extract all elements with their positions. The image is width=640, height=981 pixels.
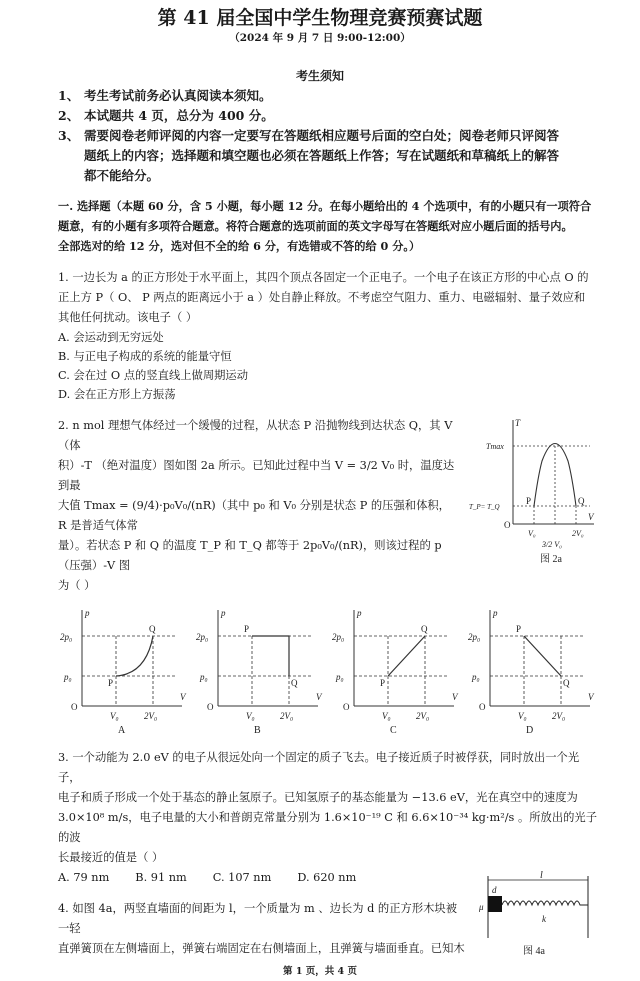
point-q-label: Q (149, 624, 156, 634)
pv-graph-options (58, 596, 598, 736)
notice-item (58, 126, 598, 186)
q2-line: 积）-T （绝对温度）图如图 2a 所示。已知此过程中当 V = 3/2 V₀ 时，温度达到最 (58, 459, 455, 492)
t-axis-label: T (515, 418, 521, 428)
question-2 (58, 416, 598, 736)
question-3 (58, 748, 598, 959)
section-line: 一. 选择题（本题 60 分，含 5 小题，每小题 12 分。在每小题给出的 4 个选项中，有的小题只有一项符合 (58, 199, 592, 213)
p0-label: p₀ (64, 672, 72, 682)
v-axis-label: V (452, 692, 458, 702)
point-q-label: Q (563, 678, 570, 688)
pv-graph-a (58, 606, 190, 736)
q4-line: 4. 如图 4a，两竖直墙面的间距为 l，一个质量为 m 、边长为 d 的正方形木块被一轻 (58, 902, 458, 935)
p0-label: p₀ (472, 672, 480, 682)
p-axis-label: p (357, 608, 362, 618)
q1-option-b: B. 与正电子构成的系统的能量守恒 (58, 350, 232, 363)
origin-label: O (504, 520, 511, 530)
v15-label: 3/2 V₀ (542, 540, 562, 549)
origin-label: O (71, 702, 78, 712)
exam-date: （2024 年 9 月 7 日 9:00-12:00） (229, 32, 411, 44)
option-label: B (254, 725, 261, 736)
notice-item (58, 106, 598, 126)
figure-2a (468, 416, 598, 566)
notice-text: 本试题共 4 页，总分为 400 分。 (84, 108, 274, 123)
notice-num: 3、 (58, 128, 80, 143)
exam-page (58, 0, 598, 981)
option-label: A (118, 725, 126, 736)
page-footer: 第 1 页，共 4 页 (283, 966, 357, 977)
wood-block (488, 896, 502, 912)
p-axis-label: p (85, 608, 90, 618)
q2-line: 为（ ） (58, 579, 96, 592)
q3-line: 电子和质子形成一个处于基态的静止氢原子。已知氢原子的基态能量为 −13.6 eV，光在真空中的速度为 (58, 791, 578, 804)
notice-list (58, 86, 598, 186)
process-path (116, 636, 153, 676)
l-label: l (540, 870, 543, 881)
section-line: 全部选对的给 12 分，选对但不全的给 6 分，有选错或不答的给 0 分。） (58, 239, 421, 253)
notice-item (58, 86, 598, 106)
q1-line: 其他任何扰动。该电子（ ） (58, 311, 198, 324)
v-axis-label: V (588, 692, 594, 702)
q3-option-b: B. 91 nm (135, 871, 187, 884)
q4-line: 直弹簧顶在左侧墙面上，弹簧右端固定在右侧墙面上，且弹簧与墙面垂直。已知木 (58, 942, 465, 955)
origin-label: O (343, 702, 350, 712)
point-p-label: P (516, 624, 522, 634)
v0-label: V₀ (110, 711, 119, 721)
q1-option-d: D. 会在正方形上方振荡 (58, 388, 176, 401)
section-line: 题意，有的小题有多项符合题意。将符合题意的选项前面的英文字母写在答题纸对应小题后面的括号内。 (58, 219, 573, 233)
tmax-label: Tmax (486, 442, 504, 451)
2v0-label: 2V₀ (280, 711, 294, 721)
notice-text: 考生考试前务必认真阅读本须知。 (84, 88, 272, 103)
q3-line: 长最接近的值是（ ） (58, 851, 164, 864)
point-p-label: P (380, 678, 386, 688)
point-q-label: Q (291, 678, 298, 688)
p0-label: p₀ (336, 672, 344, 682)
2p0-label: 2p₀ (196, 632, 209, 642)
v-axis-label: V (588, 512, 594, 522)
figure-caption: 图 4a (523, 946, 545, 957)
q2-line: 大值 Tmax = (9/4)·p₀V₀/(nR)（其中 p₀ 和 V₀ 分别是状态 P 的压强和体积，R 是普适气体常 (58, 499, 450, 532)
p-axis-label: p (493, 608, 498, 618)
v0-label: V₀ (382, 711, 391, 721)
2v0-label: 2V₀ (144, 711, 158, 721)
mu-label: μ (479, 902, 484, 912)
2v0-label: 2V₀ (552, 711, 566, 721)
origin-label: O (479, 702, 486, 712)
point-q-label: Q (421, 624, 428, 634)
d-label: d (492, 885, 497, 895)
2p0-label: 2p₀ (468, 632, 481, 642)
2p0-label: 2p₀ (60, 632, 73, 642)
notice-text: 题纸上的内容；选择题和填空题也必须在答题纸上作答；写在试题纸和草稿纸上的解答 (84, 148, 560, 163)
option-label: D (526, 725, 534, 736)
point-p-label: P (108, 678, 114, 688)
q1-option-a: A. 会运动到无穷远处 (58, 331, 164, 344)
q1-line: 1. 一边长为 a 的正方形处于水平面上，其四个顶点各固定一个正电子。一个电子在该正方形的中心点 O 的 (58, 271, 589, 284)
process-path (252, 636, 289, 676)
notice-heading: 考生须知 (295, 69, 344, 83)
q2-line: 2. n mol 理想气体经过一个缓慢的过程，从状态 P 沿抛物线到达状态 Q，其 V（体 (58, 419, 453, 452)
option-label: C (390, 725, 397, 736)
q3-line: 3.0×10⁸ m/s，电子电量的大小和普朗克常量分别为 1.6×10⁻¹⁹ C 和 6.6×10⁻³⁴ kg·m²/s 。所放出的光子的波 (58, 811, 598, 844)
point-q-label: Q (578, 496, 585, 506)
spring (502, 901, 588, 905)
notice-num: 1、 (58, 88, 80, 103)
point-p-label: P (526, 496, 532, 506)
notice-text: 都不能给分。 (84, 168, 160, 183)
2p0-label: 2p₀ (332, 632, 345, 642)
v0-label: V₀ (518, 711, 527, 721)
pv-graph-b (194, 606, 326, 736)
notice-text: 需要阅卷老师评阅的内容一定要写在答题纸相应题号后面的空白处；阅卷老师只评阅答 (84, 128, 560, 143)
q3-option-a: A. 79 nm (58, 871, 110, 884)
v-axis-label: V (316, 692, 322, 702)
section-choice-intro (58, 196, 598, 256)
q1-option-c: C. 会在过 O 点的竖直线上做周期运动 (58, 369, 249, 382)
tp-tq-label: T_P= T_Q (469, 503, 500, 511)
q2-line: 量）。若状态 P 和 Q 的温度 T_P 和 T_Q 都等于 2p₀V₀/(nR)，则该过程的 p（压强）-V 图 (58, 539, 442, 572)
q3-option-d: D. 620 nm (297, 871, 357, 884)
pv-graph-d (466, 606, 598, 736)
q3-option-c: C. 107 nm (212, 871, 272, 884)
p-axis-label: p (221, 608, 226, 618)
pv-graph-c (330, 606, 462, 736)
v-axis-label: V (180, 692, 186, 702)
q3-line: 3. 一个动能为 2.0 eV 的电子从很远处向一个固定的质子飞去。电子接近质子时被俘获，同时放出一个光子， (58, 751, 580, 784)
figure-4a (478, 868, 598, 959)
origin-label: O (207, 702, 214, 712)
process-path (388, 636, 425, 676)
p0-label: p₀ (200, 672, 208, 682)
2v0-label: 2V₀ (416, 711, 430, 721)
k-label: k (542, 914, 546, 924)
figure-caption: 图 2a (540, 554, 562, 565)
process-path (524, 636, 561, 676)
question-1 (58, 268, 598, 404)
v2-label: 2V₀ (572, 529, 584, 538)
q1-line: 正上方 P（ O、 P 两点的距离远小于 a ）处自静止释放。不考虑空气阻力、重力、电磁辐射、量子效应和 (58, 291, 586, 304)
v0-label: V₀ (528, 529, 536, 538)
notice-num: 2、 (58, 108, 80, 123)
point-p-label: P (244, 624, 250, 634)
exam-title: 第 41 届全国中学生物理竞赛预赛试题 (157, 7, 483, 29)
v0-label: V₀ (246, 711, 255, 721)
